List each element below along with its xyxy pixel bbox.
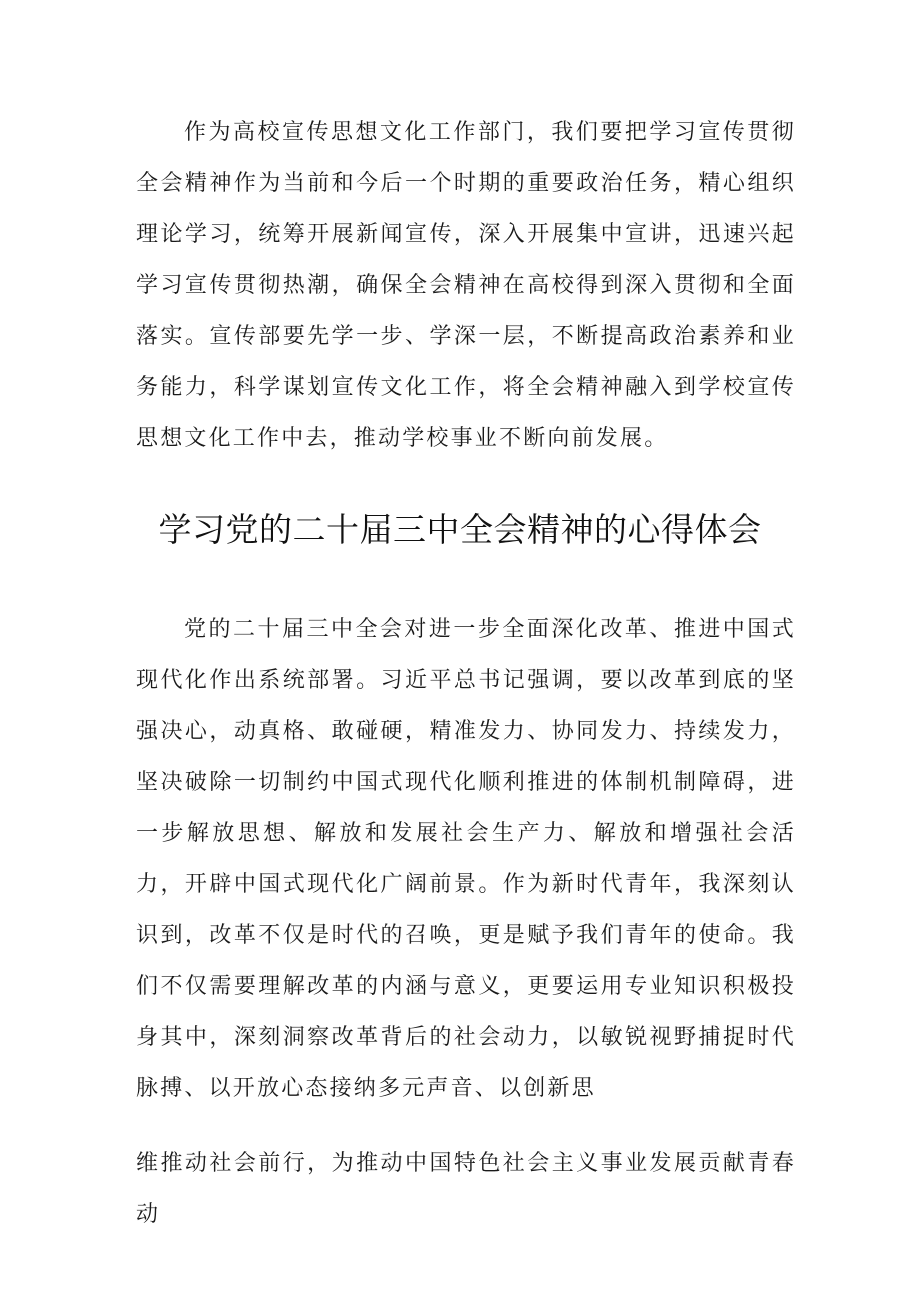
body-paragraph-continued: 维推动社会前行，为推动中国特色社会主义事业发展贡献青春动: [136, 1151, 796, 1227]
body-paragraph: 党的二十届三中全会对进一步全面深化改革、推进中国式现代化作出系统部署。习近平总书记强调，要以改革到底的坚强决心，动真格、敢碰硬，精准发力、协同发力、持续发力，坚决破除一切制约中国式现代化顺利推进的体制机制障碍，进一步解放思想、解放和发展社会生产力、解放和增强社会活力，开辟中国式现代化广阔前景。作为新时代青年，我深刻认识到，改革不仅是时代的召唤，更是赋予我们青年的使命。我们不仅需要理解改革的内涵与意义，更要运用专业知识积极投身其中，深刻洞察改革背后的社会动力，以敏锐视野捕捉时代脉搏、以开放心态接纳多元声音、以创新思: [136, 617, 796, 1101]
section-heading: 学习党的二十届三中全会精神的心得体会: [158, 510, 762, 549]
body-paragraph: 作为高校宣传思想文化工作部门，我们要把学习宣传贯彻全会精神作为当前和今后一个时期的重要政治任务，精心组织理论学习，统筹开展新闻宣传，深入开展集中宣讲，迅速兴起学习宣传贯彻热潮，确保全会精神在高校得到深入贯彻和全面落实。宣传部要先学一步、学深一层，不断提高政治素养和业务能力，科学谋划宣传文化工作，将全会精神融入到学校宣传思想文化工作中去，推动学校事业不断向前发展。: [136, 120, 796, 451]
